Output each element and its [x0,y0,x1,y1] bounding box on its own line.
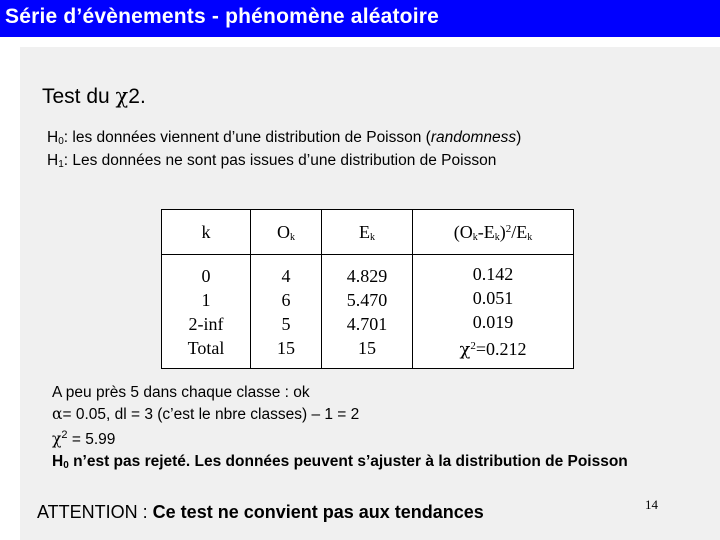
chi-square-table [161,209,574,369]
chi-symbol: χ [52,430,62,448]
observed-column [251,255,322,369]
table-cell: 0 [201,265,211,286]
chi-total-value: =0.212 [475,338,527,359]
table-cell: 6 [281,289,291,310]
expected-column [322,255,413,369]
h0-italic: randomness [430,129,517,146]
attention-note [37,502,484,523]
header-e-sub: k [370,231,375,243]
formula-part: (O [453,221,473,242]
formula-sub: k [527,231,533,243]
test-suffix: 2. [128,85,146,108]
header-o: O [277,221,290,242]
header-e: E [359,221,370,242]
alpha-symbol: α [52,404,63,423]
note-line-1: A peu près 5 dans chaque classe : ok [52,384,310,401]
h1-subscript: 1 [58,159,64,170]
header-formula [413,210,574,255]
table-header-row [162,210,574,255]
table-cell: 0.019 [472,311,514,332]
formula-part: ) [499,221,506,242]
hypothesis-h0 [47,129,521,147]
k-column [162,255,251,369]
table-cell: 15 [277,337,295,358]
note-alpha-text: = 0.05, dl = 3 (c’est le nbre classes) – 1 = 2 [62,405,360,423]
table-cell: 2-inf [188,313,224,334]
attention-prefix: ATTENTION : [37,502,153,522]
chi-square-total [413,334,573,362]
chi-sup: 2 [61,429,68,441]
note-line-4 [52,451,672,477]
slide-title: Série d’évènements - phénomène aléatoire [5,5,439,28]
table-cell: 4.829 [346,265,388,286]
header-k: k [162,210,251,255]
h0-text-end: ) [516,129,522,146]
hypothesis-h1 [47,152,496,170]
note-chi-text: = 5.99 [67,431,116,448]
title-bar [0,0,720,37]
test-heading [42,84,146,109]
header-expected [322,210,413,255]
h0-subscript: 0 [63,459,69,471]
formula-part: /E [511,221,528,242]
table-cell: 0.142 [472,263,514,284]
page-number: 14 [645,497,658,512]
h0-subscript: 0 [58,136,64,147]
formula-column [413,255,574,369]
table-cell: 5.470 [346,289,388,310]
note-line-2 [52,404,672,426]
table-cell: 1 [201,289,211,310]
h0-symbol: H [47,129,59,146]
formula-sup: 2 [505,222,512,235]
h0-text: : les données viennent d’une distribution de Poisson ( [63,129,431,146]
table-cell: 15 [358,337,376,358]
table-row [162,255,574,369]
note-line-3 [52,425,672,451]
note-conclusion: n’est pas rejeté. Les données peuvent s’ajuster à la distribution de Poisson [68,452,628,470]
h1-text: : Les données ne sont pas issues d’une distribution de Poisson [63,152,497,169]
chi-sup: 2 [470,339,476,352]
header-o-sub: k [290,231,295,243]
notes [52,382,672,476]
h1-symbol: H [47,152,59,169]
chi-symbol: χ [459,338,471,360]
formula-sub: k [472,231,478,243]
table-cell: 0.051 [472,287,514,308]
test-label: Test du [42,85,116,108]
formula-sub: k [494,231,500,243]
table-cell: Total [187,337,225,358]
header-observed [251,210,322,255]
h0-symbol: H [52,452,64,470]
table-cell: 4.701 [346,313,388,334]
attention-text: Ce test ne convient pas aux tendances [152,502,484,522]
table-cell: 4 [281,265,291,286]
formula-part: -E [477,221,495,242]
chi-symbol: χ [115,84,129,108]
table-cell: 5 [281,313,291,334]
